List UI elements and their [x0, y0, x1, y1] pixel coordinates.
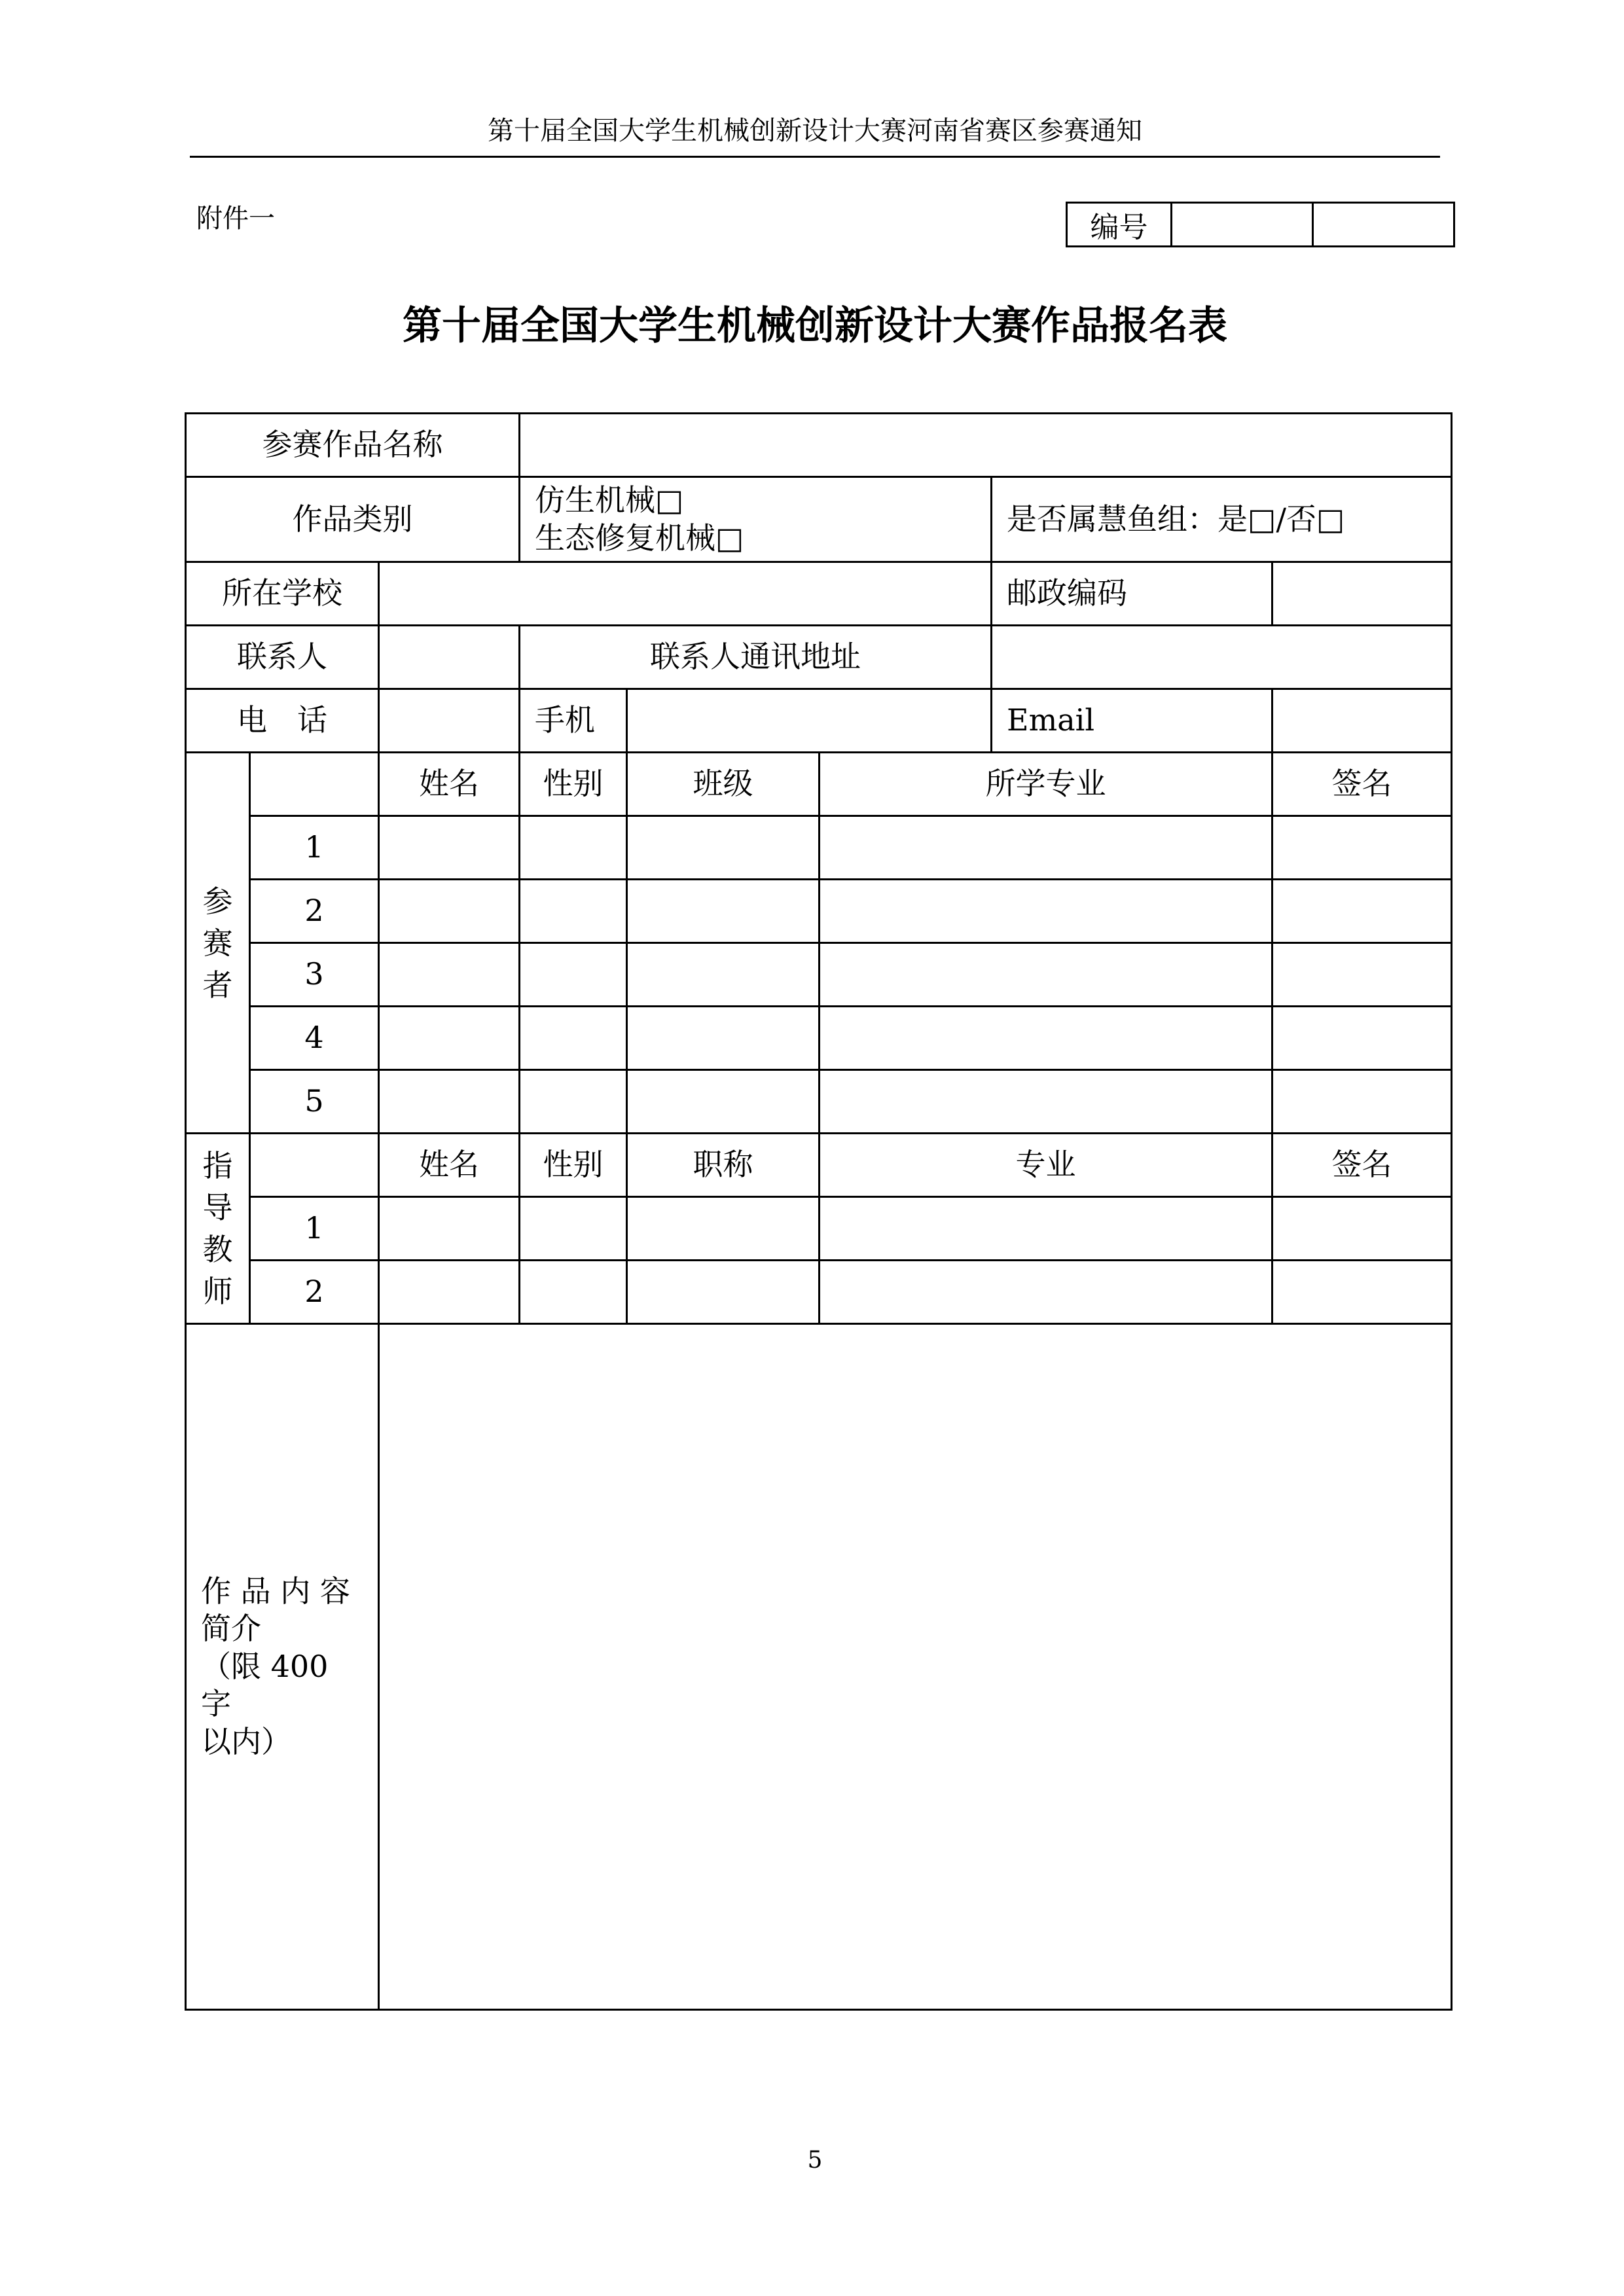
participant-signature-cell[interactable]: [1272, 1070, 1452, 1134]
form-title: 第十届全国大学生机械创新设计大赛作品报名表: [403, 303, 1227, 349]
participant-class-cell[interactable]: [627, 1007, 820, 1070]
advisor-signature-cell[interactable]: [1272, 1197, 1452, 1261]
serial-number-label: 编号: [1067, 203, 1172, 247]
participant-name-cell[interactable]: [379, 816, 520, 880]
advisor-signature-cell[interactable]: [1272, 1261, 1452, 1324]
table-row: [186, 1197, 1452, 1261]
advisor-major-header: 专业: [820, 1134, 1272, 1197]
work-name-field[interactable]: [520, 414, 1452, 477]
participant-index: 3: [250, 943, 379, 1007]
advisor-index: 1: [250, 1197, 379, 1261]
advisors-index-header: [250, 1134, 379, 1197]
intro-text-area[interactable]: [379, 1324, 1452, 2010]
advisor-name-cell[interactable]: [379, 1261, 520, 1324]
table-row: [186, 816, 1452, 880]
participant-class-cell[interactable]: [627, 943, 820, 1007]
participant-index: 4: [250, 1007, 379, 1070]
advisor-name-header: 姓名: [379, 1134, 520, 1197]
category-option-bionic[interactable]: 仿生机械□: [535, 482, 684, 518]
participant-class-header: 班级: [627, 753, 820, 816]
participant-major-cell[interactable]: [820, 1007, 1272, 1070]
category-option-eco[interactable]: 生态修复机械□: [535, 520, 744, 556]
school-field[interactable]: [379, 562, 992, 626]
table-row: [186, 1261, 1452, 1324]
work-name-row: [186, 414, 1452, 477]
participant-gender-cell[interactable]: [520, 1007, 627, 1070]
intro-label: 作 品 内 容 简介 （限 400 字 以内）: [186, 1324, 379, 2010]
participants-group-label: 参 赛 者: [186, 753, 250, 1134]
participant-major-cell[interactable]: [820, 880, 1272, 943]
advisors-header-row: [186, 1134, 1452, 1197]
advisor-gender-header: 性别: [520, 1134, 627, 1197]
work-name-label: 参赛作品名称: [186, 414, 520, 477]
participant-signature-header: 签名: [1272, 753, 1452, 816]
advisor-title-header: 职称: [627, 1134, 820, 1197]
advisor-major-cell[interactable]: [820, 1261, 1272, 1324]
contact-address-label: 联系人通讯地址: [520, 626, 992, 689]
postcode-field[interactable]: [1272, 562, 1452, 626]
advisor-name-cell[interactable]: [379, 1197, 520, 1261]
participant-index: 1: [250, 816, 379, 880]
advisor-signature-header: 签名: [1272, 1134, 1452, 1197]
participants-header-row: [186, 753, 1452, 816]
contact-address-field[interactable]: [992, 626, 1452, 689]
participant-index: 2: [250, 880, 379, 943]
phone-row: [186, 689, 1452, 753]
phone-field[interactable]: [379, 689, 520, 753]
serial-number-field-2[interactable]: [1313, 203, 1454, 247]
participant-gender-cell[interactable]: [520, 880, 627, 943]
participant-major-cell[interactable]: [820, 816, 1272, 880]
table-row: [186, 1007, 1452, 1070]
mobile-label: 手机: [520, 689, 627, 753]
participant-gender-cell[interactable]: [520, 1070, 627, 1134]
table-row: [186, 880, 1452, 943]
school-row: [186, 562, 1452, 626]
participant-gender-header: 性别: [520, 753, 627, 816]
participant-name-cell[interactable]: [379, 880, 520, 943]
participant-class-cell[interactable]: [627, 1070, 820, 1134]
participant-gender-cell[interactable]: [520, 816, 627, 880]
advisor-title-cell[interactable]: [627, 1197, 820, 1261]
category-label: 作品类别: [186, 477, 520, 562]
advisor-title-cell[interactable]: [627, 1261, 820, 1324]
participant-name-header: 姓名: [379, 753, 520, 816]
contact-label: 联系人: [186, 626, 379, 689]
school-label: 所在学校: [186, 562, 379, 626]
serial-number-field-1[interactable]: [1172, 203, 1313, 247]
participant-class-cell[interactable]: [627, 880, 820, 943]
participant-gender-cell[interactable]: [520, 943, 627, 1007]
registration-form-table: [185, 412, 1453, 2011]
table-row: [186, 1070, 1452, 1134]
participant-name-cell[interactable]: [379, 943, 520, 1007]
huiyu-group-question[interactable]: 是否属慧鱼组：是□/否□: [992, 477, 1452, 562]
contact-field[interactable]: [379, 626, 520, 689]
advisors-group-label: 指 导 教 师: [186, 1134, 250, 1324]
postcode-label: 邮政编码: [992, 562, 1272, 626]
running-header: 第十届全国大学生机械创新设计大赛河南省赛区参赛通知: [488, 116, 1142, 146]
mobile-field[interactable]: [627, 689, 992, 753]
participant-class-cell[interactable]: [627, 816, 820, 880]
category-options: [520, 477, 992, 562]
intro-row: [186, 1324, 1452, 2010]
participant-signature-cell[interactable]: [1272, 943, 1452, 1007]
participant-major-header: 所学专业: [820, 753, 1272, 816]
serial-number-box: [1066, 202, 1455, 247]
advisor-gender-cell[interactable]: [520, 1261, 627, 1324]
page-number: 5: [807, 2147, 823, 2174]
participant-signature-cell[interactable]: [1272, 880, 1452, 943]
participant-signature-cell[interactable]: [1272, 1007, 1452, 1070]
participants-index-header: [250, 753, 379, 816]
participant-signature-cell[interactable]: [1272, 816, 1452, 880]
category-row: [186, 477, 1452, 562]
table-row: [186, 943, 1452, 1007]
advisor-gender-cell[interactable]: [520, 1197, 627, 1261]
participant-major-cell[interactable]: [820, 1070, 1272, 1134]
attachment-label: 附件一: [196, 204, 275, 234]
email-label: Email: [992, 689, 1272, 753]
advisor-index: 2: [250, 1261, 379, 1324]
contact-row: [186, 626, 1452, 689]
email-field[interactable]: [1272, 689, 1452, 753]
advisor-major-cell[interactable]: [820, 1197, 1272, 1261]
header-divider: [190, 156, 1440, 158]
participant-major-cell[interactable]: [820, 943, 1272, 1007]
participant-name-cell[interactable]: [379, 1070, 520, 1134]
participant-index: 5: [250, 1070, 379, 1134]
phone-label: 电 话: [186, 689, 379, 753]
participant-name-cell[interactable]: [379, 1007, 520, 1070]
